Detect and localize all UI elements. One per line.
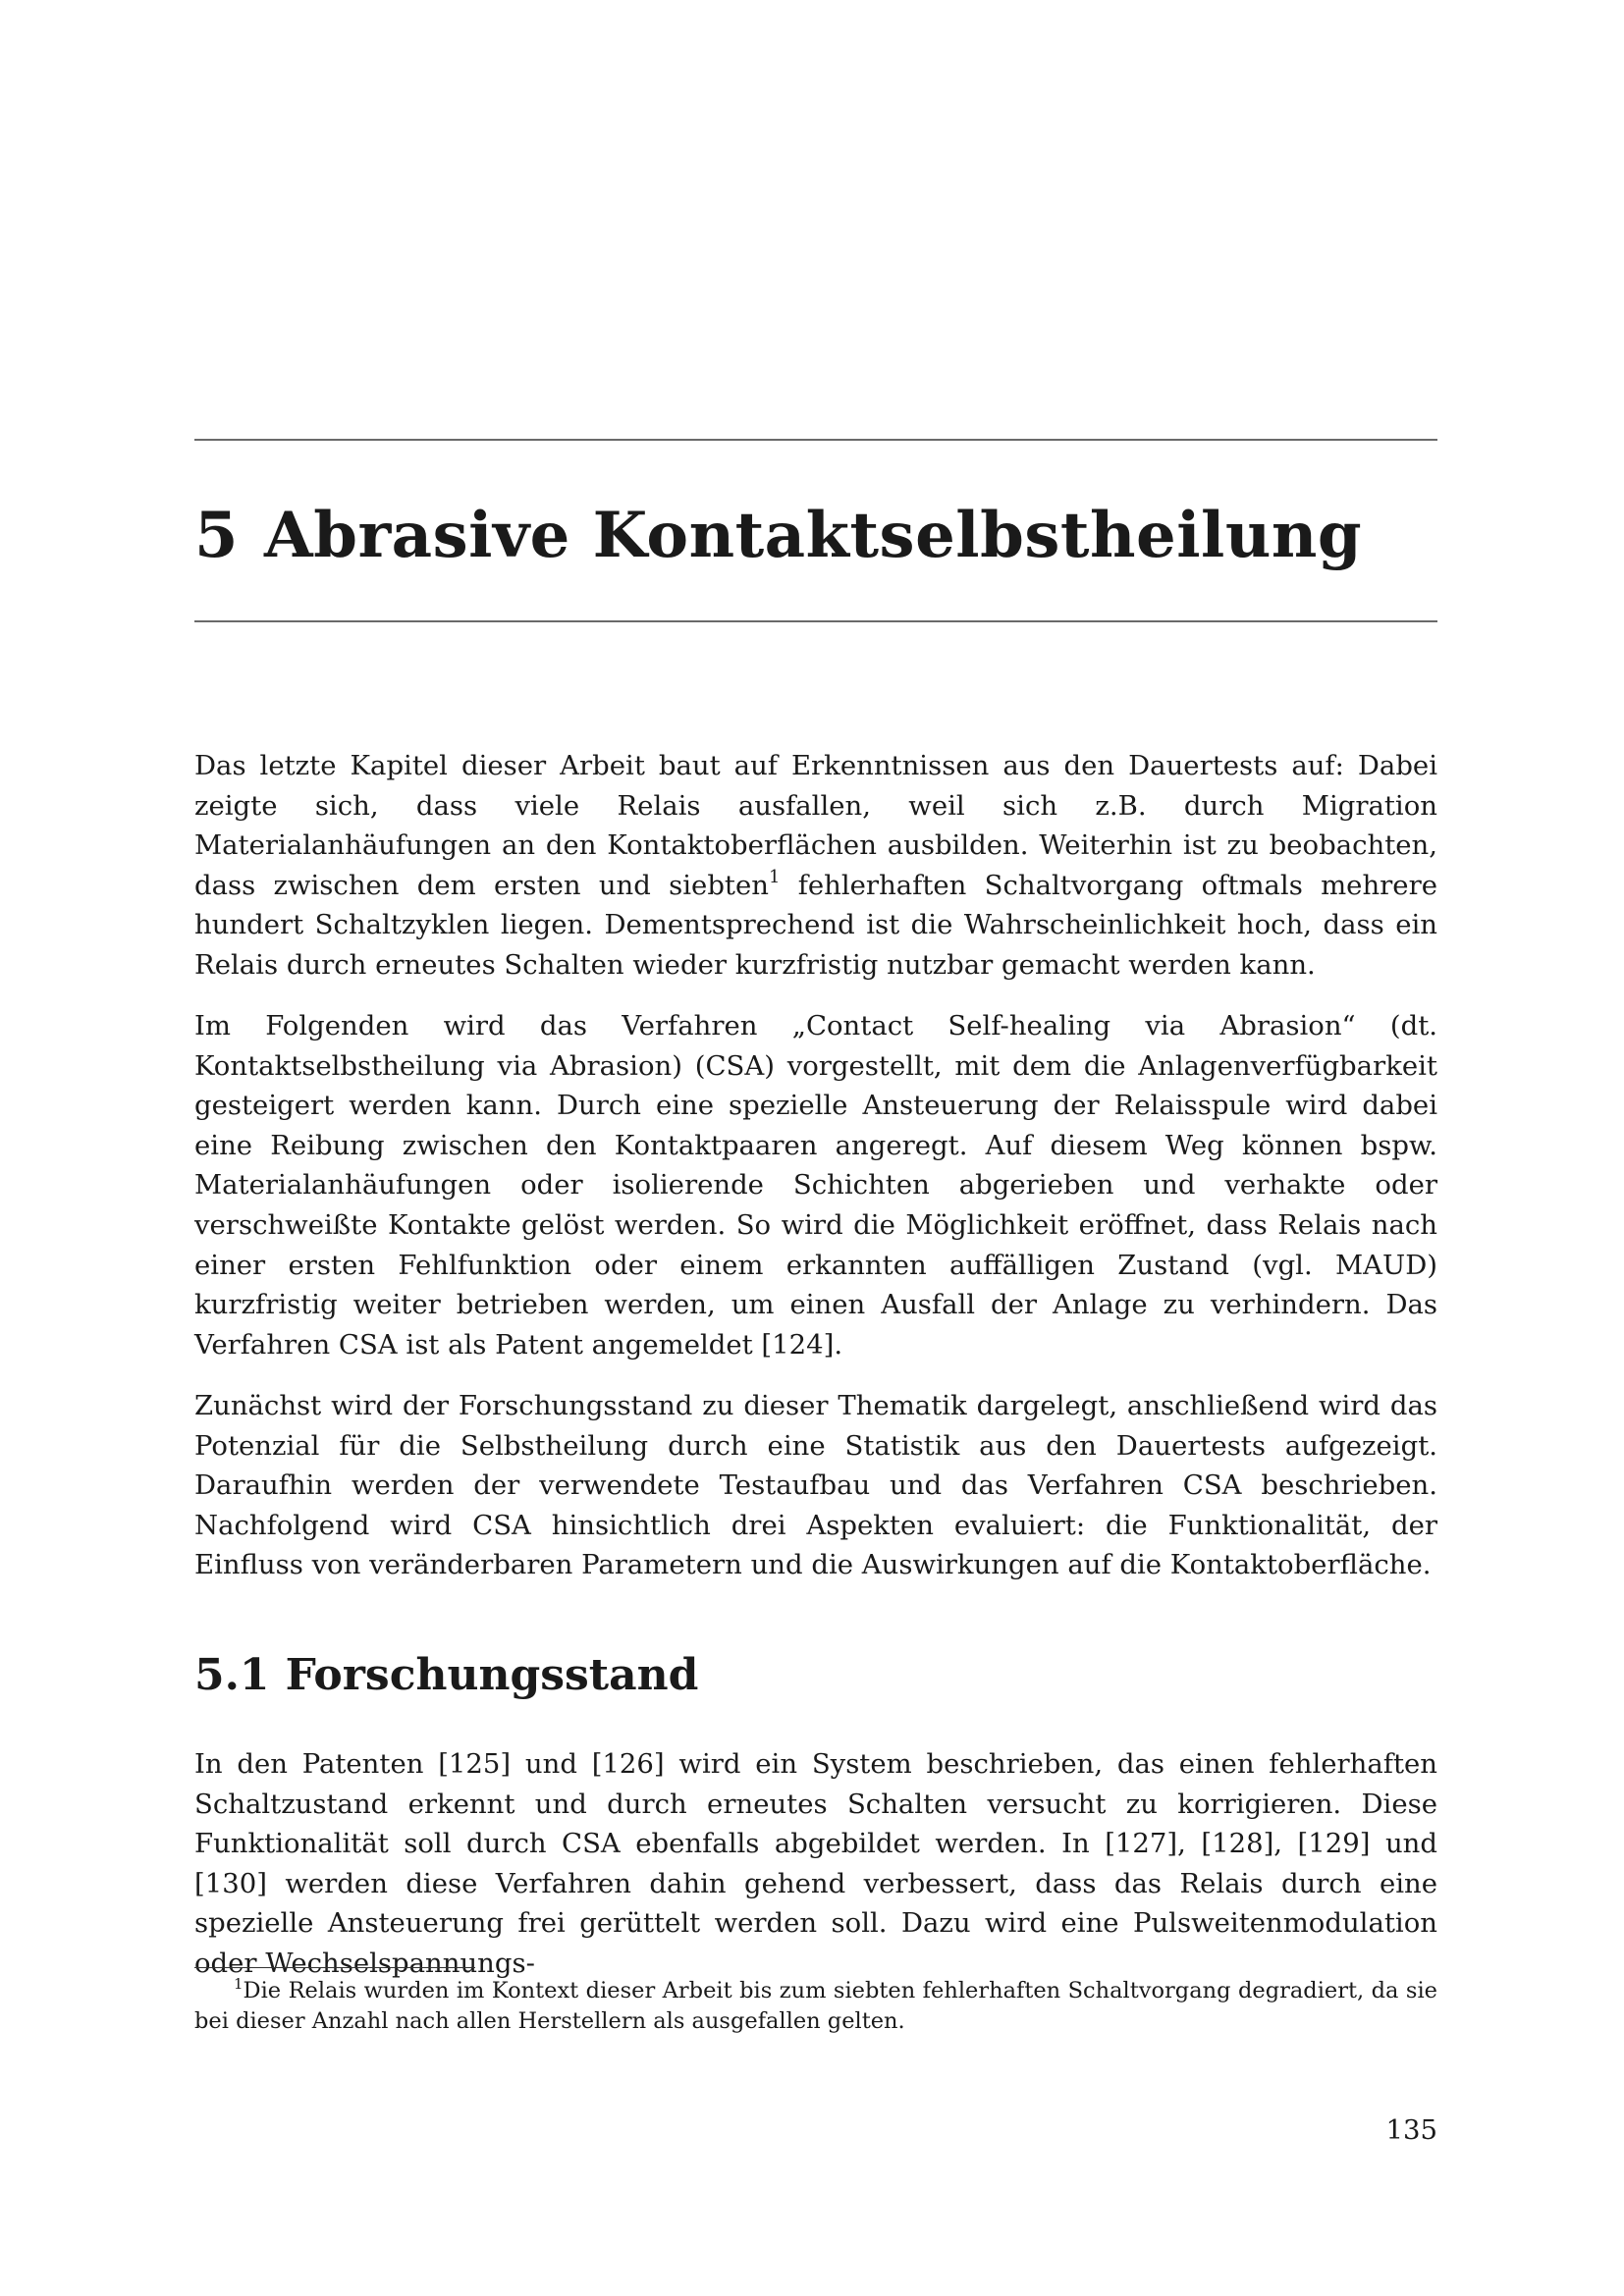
footnote [194,1976,1437,2037]
paragraph-text: fehlerhaften Schaltvorgang oftmals mehrere hundert Schaltzyklen liegen. Dementsprechend ist die Wahrscheinlichkeit hoch, dass ein Relais durch erneutes Schalten wieder kurzfristig nutzbar gemacht werden kann. [194,869,1437,981]
footnote-mark: 1 [234,1975,244,1993]
chapter-rule-top [194,439,1437,441]
section-heading [194,1648,698,1703]
intro-paragraph-3: Zunächst wird der Forschungsstand zu dieser Thematik dargelegt, anschließend wird das Potenzial für die Selbstheilung durch eine Statistik aus den Dauertests aufgezeigt. Daraufhin werden der verwendete Testaufbau und das Verfahren CSA beschrieben. Nachfolgend wird CSA hinsichtlich drei Aspekten evaluiert: die Funktionalität, der Einfluss von veränderbaren Parametern und die Auswirkungen auf die Kontaktoberfläche. [194,1390,1437,1581]
intro-paragraph-1 [194,746,1437,986]
intro-paragraph-2: Im Folgenden wird das Verfahren „Contact Self-healing via Abrasion“ (dt. Kontaktselbstheilung via Abrasion) (CSA) vorgestellt, mit dem die Anlagenverfügbarkeit gesteigert werden kann. Durch eine spezielle Ansteuerung der Relaisspule wird dabei eine Reibung zwischen den Kontaktpaaren angeregt. Auf diesem Weg können bspw. Materialanhäufungen oder isolierende Schichten abgerieben und verhakte oder verschweißte Kontakte gelöst werden. So wird die Möglichkeit eröffnet, dass Relais nach einer ersten Fehlfunktion oder einem erkannten auffälligen Zustand (vgl. MAUD) kurzfristig weiter betrieben werden, um einen Ausfall der Anlage zu verhindern. Das Verfahren CSA ist als Patent angemeldet [124]. [194,1010,1437,1361]
chapter-rule-bottom [194,620,1437,622]
page-number: 135 [1385,2114,1437,2146]
footnote-separator [194,1967,475,1968]
section-paragraph-1: In den Patenten [125] und [126] wird ein System beschrieben, das einen fehlerhaften Schaltzustand erkennt und durch erneutes Schalten versucht zu korrigieren. Diese Funktionalität soll durch CSA ebenfalls abgebildet werden. In [127], [128], [129] und [130] werden diese Verfahren dahin gehend verbessert, dass das Relais durch eine spezielle Ansteuerung frei gerüttelt werden soll. Dazu wird eine Pulsweitenmodulation oder Wechselspannungs- [194,1748,1437,1979]
chapter-number: 5 [194,499,240,572]
chapter-title-text: Abrasive Kontaktselbstheilung [264,499,1363,572]
chapter-title [194,499,1362,573]
footnote-reference: 1 [768,866,781,887]
section-title-text: Forschungsstand [285,1650,699,1700]
paragraph-text: Das letzte Kapitel dieser Arbeit baut auf Erkenntnissen aus den Dauertests auf: Dabei zeigte sich, dass viele Relais ausfallen, weil sich z.B. durch Migration Materialanhäufungen an den Kontaktoberflächen ausbilden. Weiterhin ist zu beobachten, dass zwischen dem ersten und siebten [194,750,1437,901]
section-number: 5.1 [194,1650,270,1700]
footnote-text: Die Relais wurden im Kontext dieser Arbeit bis zum siebten fehlerhaften Schaltvorgang degradiert, da sie bei dieser Anzahl nach allen Herstellern als ausgefallen gelten. [194,1978,1437,2034]
